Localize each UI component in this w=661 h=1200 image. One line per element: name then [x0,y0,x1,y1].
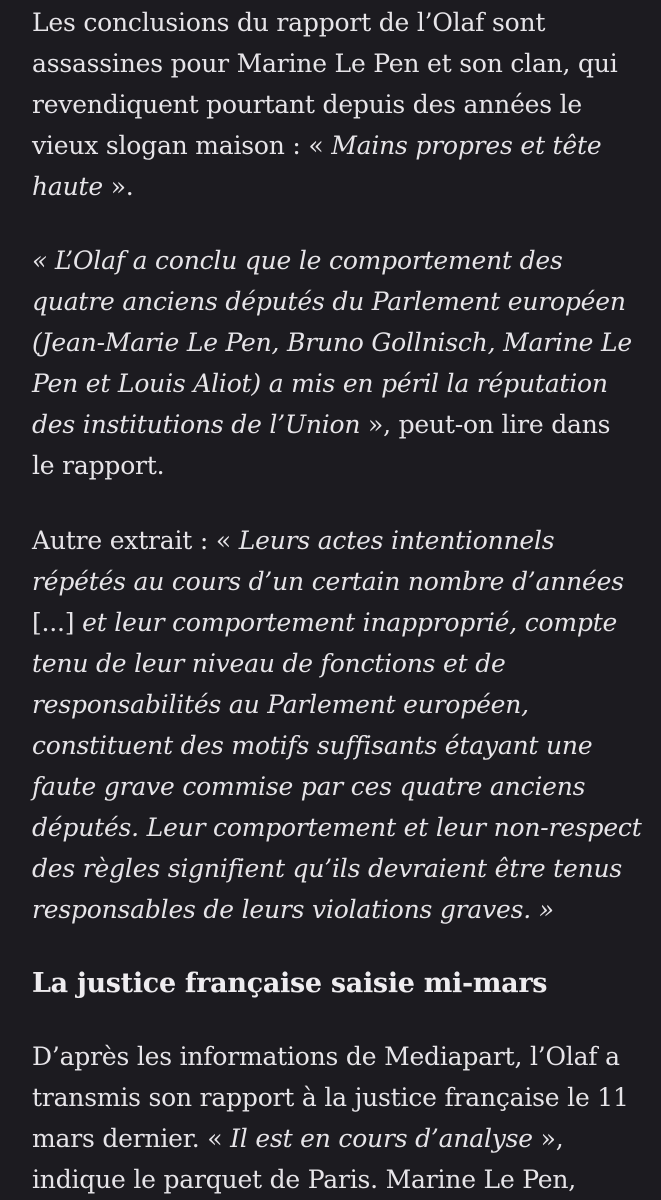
quote-line: quatre anciens députés du Parlement européen [32,287,626,316]
quote-line: (Jean-Marie Le Pen, Bruno Gollnisch, Marine Le [32,328,632,357]
quote-line: responsables de leurs violations graves. » [32,895,554,924]
quote-line: faute grave commise par ces quatre anciens [32,772,586,801]
text-line: Les conclusions du rapport de l’Olaf sont [32,8,546,37]
quote-line: des règles signifient qu’ils devraient être tenus [32,854,623,883]
text-segment: ». [102,172,134,201]
quote-segment: des institutions de l’Union [32,410,361,439]
text-line [32,166,618,207]
paragraph-intro [32,2,618,207]
text-segment: mars dernier. « [32,1124,231,1153]
text-line [32,602,642,643]
text-segment: [...] [32,608,83,637]
text-line [32,125,618,166]
text-line [32,404,632,445]
text-line [32,1118,629,1159]
paragraph-justice [32,1036,629,1200]
paragraph-olaf-quote [32,240,632,486]
quote-segment: haute [32,172,103,201]
quote-segment: Il est en cours d’analyse [230,1124,533,1153]
quote-line: répétés au cours d’un certain nombre d’années [32,567,624,596]
text-line [32,520,642,561]
text-line: le rapport. [32,451,165,480]
quote-segment: et leur comportement inapproprié, compte [82,608,618,637]
quote-line: « L’Olaf a conclu que le comportement des [32,246,563,275]
quote-segment: Mains propres et tête [331,131,602,160]
text-segment: », peut-on lire dans [360,410,611,439]
section-heading: La justice française saisie mi-mars [32,968,548,999]
quote-line: Pen et Louis Aliot) a mis en péril la réputation [32,369,608,398]
text-line: assassines pour Marine Le Pen et son clan, qui [32,49,618,78]
text-segment: Autre extrait : « [32,526,239,555]
text-line: transmis son rapport à la justice française le 11 [32,1083,629,1112]
text-line: revendiquent pourtant depuis des années le [32,90,583,119]
text-segment: vieux slogan maison : « [32,131,332,160]
quote-line: députés. Leur comportement et leur non-respect [32,813,642,842]
quote-segment: Leurs actes intentionnels [238,526,555,555]
text-line: D’après les informations de Mediapart, l’Olaf a [32,1042,620,1071]
quote-line: responsabilités au Parlement européen, [32,690,529,719]
paragraph-extract [32,520,642,930]
text-line: indique le parquet de Paris. Marine Le Pen, [32,1165,577,1194]
quote-line: constituent des motifs suffisants étayant une [32,731,593,760]
text-segment: », [532,1124,564,1153]
quote-line: tenu de leur niveau de fonctions et de [32,649,506,678]
